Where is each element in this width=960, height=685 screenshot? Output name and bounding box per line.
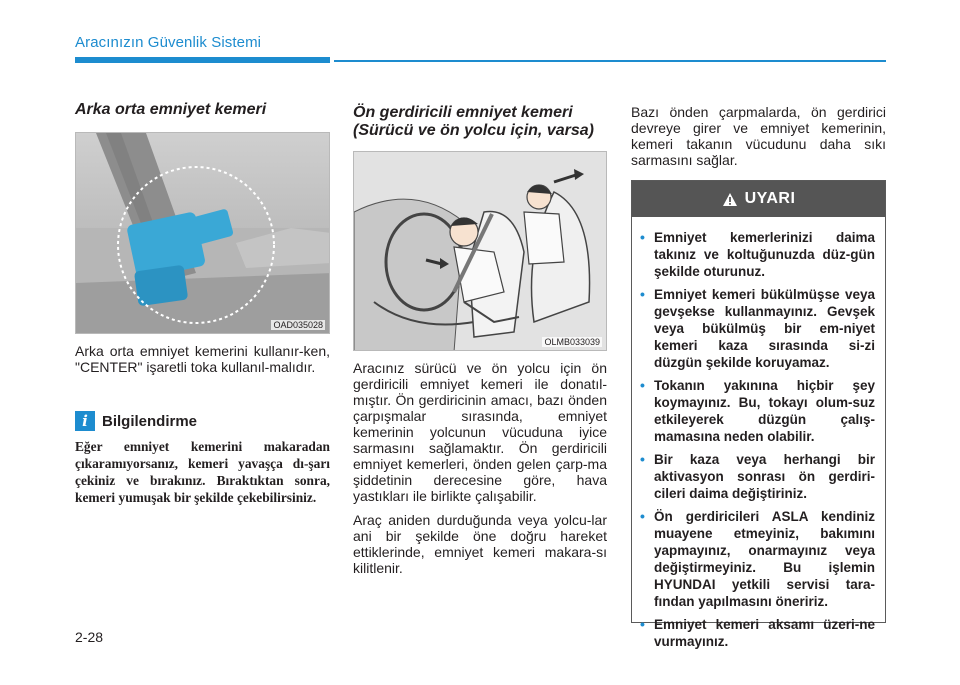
pretensioner-heading: Ön gerdiricili emniyet kemeri (Sürücü ve ön yolcu için, varsa) — [353, 104, 594, 139]
header-rule-thin — [334, 60, 886, 62]
header-rule-thick — [75, 57, 330, 63]
pretensioner-paragraph-1: Aracınız sürücü ve ön yolcu için ön gerdiricili emniyet kemeri ile donatıl-mıştır. Ön gerdiricinin amacı, bazı önden çarpışmalar sırasında, emniyet kemerinin yolcunun vücuduna iyice sarmasını sağlamaktır. Ön gerdiricili emniyet kemerleri, önden gelen çarp-ma şiddetinin derecesine göre, hava yastıkları ile birlikte çalışabilir. — [353, 360, 607, 504]
warning-box — [631, 180, 886, 649]
bullet-icon: • — [640, 508, 645, 524]
warning-item: • Emniyet kemeri aksamı üzeri-ne vurmayınız. — [640, 616, 875, 649]
rear-center-belt-heading: Arka orta emniyet kemeri — [75, 101, 267, 118]
rear-center-belt-figure — [75, 132, 330, 334]
warning-item: • Ön gerdiricileri ASLA kendiniz muayene etmeyiniz, bakımını yapmayınız, onarmayınız veya değiştirmeyiniz. Bu işlemin HYUNDAI yetkili servisi tara-fından yapılmasını öneririz. — [640, 508, 875, 609]
info-icon: i — [75, 411, 95, 431]
info-text: Eğer emniyet kemerini makaradan çıkaramıyorsanız, kemeri yavaşça dı-şarı çekiniz ve bırakınız. Bıraktıktan sonra, kemeri yumuşak bir şekilde çekebilirsiniz. — [75, 439, 330, 505]
warning-header — [632, 181, 885, 217]
driver-passenger-illustration — [354, 152, 607, 351]
bullet-icon: • — [640, 229, 645, 245]
pretensioner-paragraph-3: Bazı önden çarpmalarda, ön gerdirici devreye girer ve emniyet kemerinin, kemeri takanın vücudunu daha sıkı sarmasını sağlar. — [631, 104, 886, 168]
info-title: Bilgilendirme — [102, 412, 198, 430]
belt-buckle-illustration — [76, 133, 330, 334]
pretensioner-paragraph-2: Araç aniden durduğunda veya yolcu-lar ani bir şekilde öne doğru hareket ettiklerinde, emniyet kemeri makara-sı kilitlenir. — [353, 512, 607, 576]
warning-list — [632, 217, 885, 650]
page-number: 2-28 — [75, 629, 104, 645]
warning-item: • Emniyet kemeri bükülmüşse veya gevşekse kullanmayınız. Gevşek veya bükülmüş bir em-niyet kemeri kaza sırasında si-zi düzgün şekilde koruyamaz. — [640, 286, 875, 370]
warning-title: UYARI — [744, 190, 796, 207]
rear-center-belt-paragraph: Arka orta emniyet kemerini kullanır-ken, "CENTER" işaretli toka kullanıl-malıdır. — [75, 343, 330, 375]
bullet-icon: • — [640, 616, 645, 632]
pretensioner-figure — [353, 151, 607, 351]
warning-item: • Emniyet kemerlerinizi daima takınız ve koltuğunuzda düz-gün şekilde oturunuz. — [640, 229, 875, 279]
warning-item: • Bir kaza veya herhangi bir aktivasyon sonrası ön gerdiri-cileri daima değiştiriniz. — [640, 451, 875, 501]
figure-code: OAD035028 — [273, 320, 323, 330]
warning-triangle-icon — [722, 192, 738, 207]
bullet-icon: • — [640, 377, 645, 393]
info-heading — [75, 411, 197, 431]
bullet-icon: • — [640, 451, 645, 467]
warning-item: • Tokanın yakınına hiçbir şey koymayınız. Bu, tokayı olum-suz etkileyerek düzgün çalış-mamasına neden olabilir. — [640, 377, 875, 444]
figure-code: OLMB033039 — [544, 337, 600, 347]
section-header-title: Aracınızın Güvenlik Sistemi — [75, 34, 262, 51]
bullet-icon: • — [640, 286, 645, 302]
